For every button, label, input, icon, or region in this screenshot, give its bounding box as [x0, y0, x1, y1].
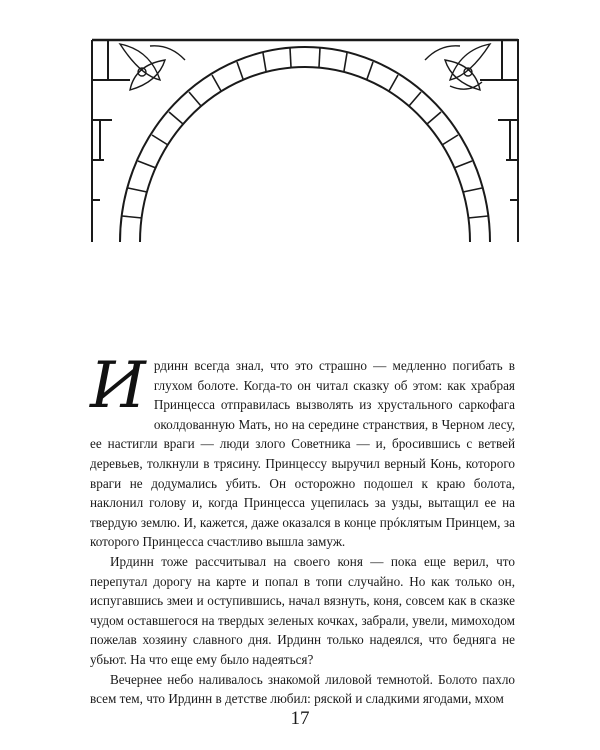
paragraph-1	[90, 349, 515, 552]
arch-illustration	[90, 20, 520, 242]
left-ornament	[120, 44, 185, 90]
paragraph-3: Вечернее небо наливалось знакомой лиловой темнотой. Болото пахло всем тем, что Ирдинн в детстве любил: ряской и сладкими ягодами, мхом	[90, 671, 515, 707]
page-number: 17	[290, 708, 310, 729]
drop-cap: И	[90, 349, 146, 423]
paragraph-2: Ирдинн тоже рассчитывал на своего коня — пока еще верил, что перепутал дорогу на карте и попал в топи случайно. Но как только он, испугавшись змеи и оступившись, начал вязнуть, коня, совсем как в сказке чудом оставшегося на твердых зеленых кочках, забрали, увели, мимоходом пожелав хозяину славного дня. Ирдинн только надеялся, что бедняга не убьют. На что еще ему было надеяться?	[90, 553, 515, 667]
body-text	[90, 349, 515, 709]
paragraph-1-text: рдинн всегда знал, что это страшно — медленно погибать в глухом болоте. Когда-то он читал сказку об этом: как храбрая Принцесса отправилась вызволять из хрустального саркофага околдованную Мать, но на середине странствия, в Черном лесу, ее настигли враги — люди злого Советника — и, бросившись с ветвей деревьев, толкнули в трясину. Принцессу выручил верный Конь, которого враги не додумались убить. Он осторожно подошел к краю болота, наклонил голову и, когда Принцесса уцепилась за узды, вытащил ее на твердую землю. И, кажется, даже оказался в конце прóклятым Принцем, за которого Принцесса счастливо вышла замуж.	[90, 358, 515, 550]
right-ornament	[425, 44, 490, 90]
